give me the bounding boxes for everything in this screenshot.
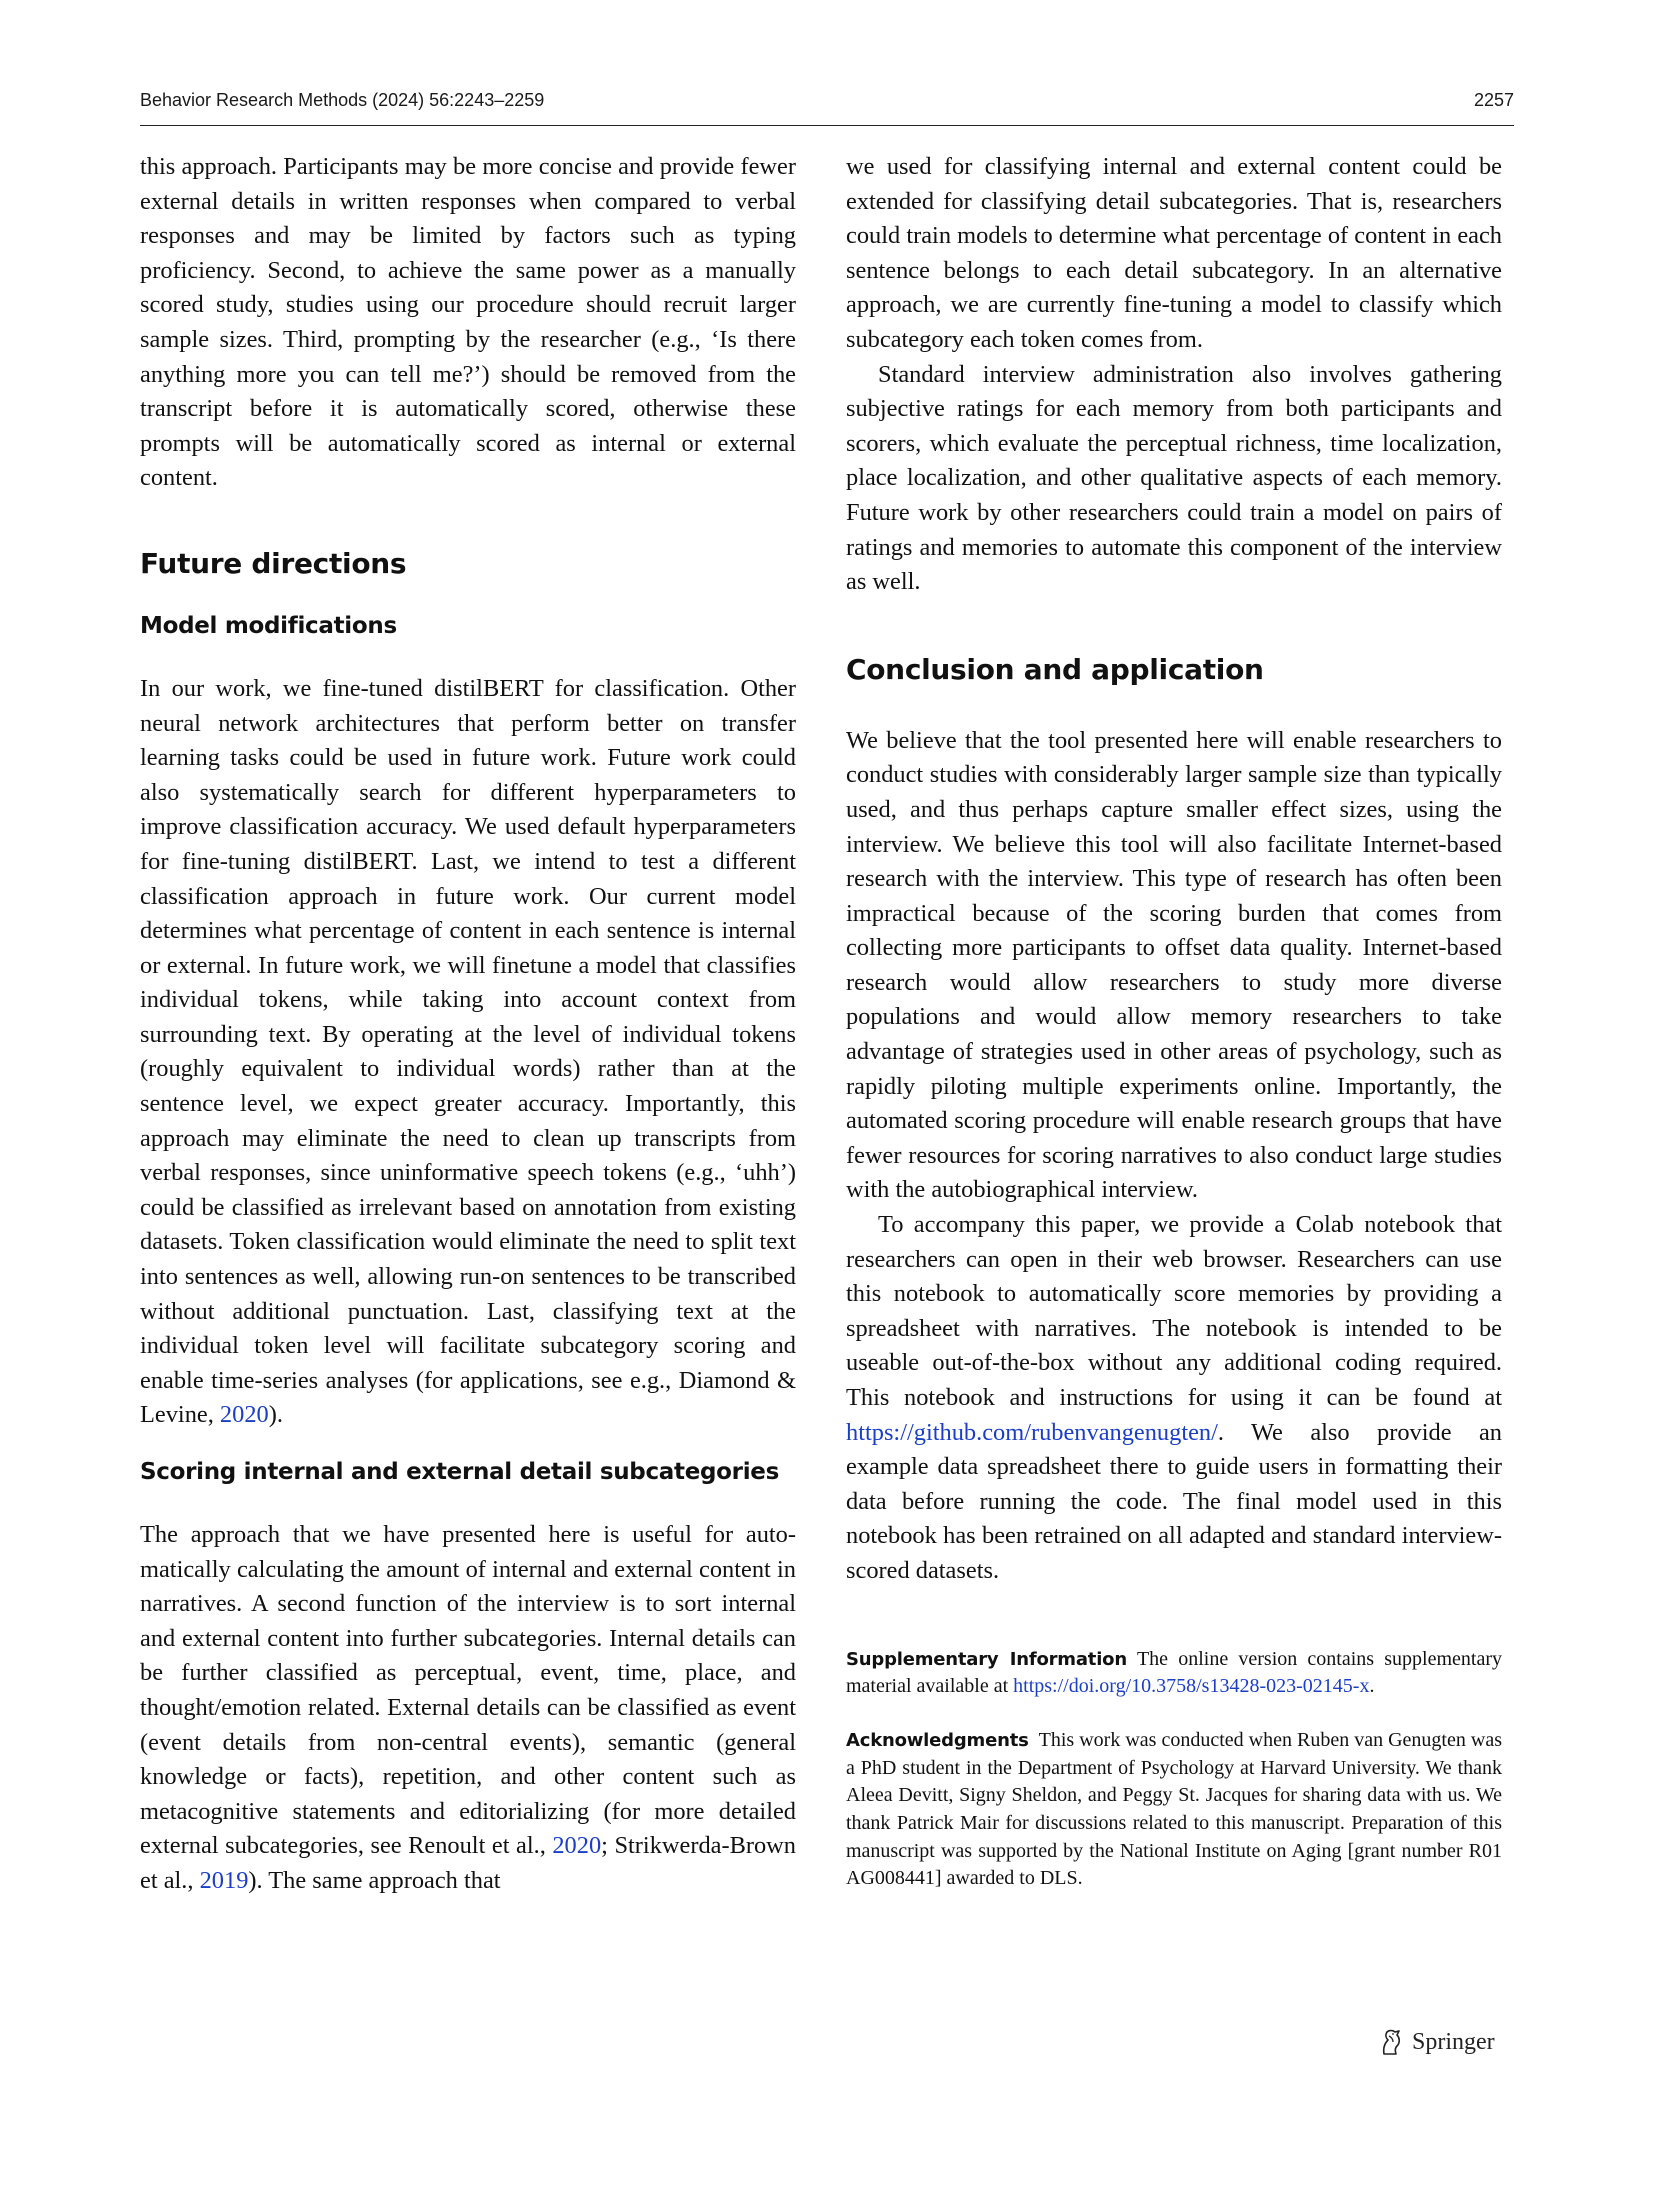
- supplementary-label: Supplementary Information: [846, 1648, 1127, 1670]
- paragraph-colab-notebook: [846, 1208, 1502, 1589]
- journal-citation: Behavior Research Methods (2024) 56:2243–2259: [140, 90, 545, 110]
- supplementary-text-end: .: [1369, 1675, 1375, 1698]
- heading-future-directions: Future directions: [140, 546, 407, 580]
- acknowledgments: [846, 1727, 1502, 1893]
- paragraph-conclusion: We believe that the tool presented here will enable researchers to conduct studies with considerably larger sample size than typically used, and thus perhaps capture smaller effect sizes, using the interview. We believe this tool will also facilitate Internet-based research with the interview. This type of research has often been impractical because of the scoring burden that comes from collecting more participants to offset data quality. Internet-based research would allow researchers to study more diverse populations and would allow memory researchers to take advantage of strategies used in other areas of psychology, such as rapidly piloting multiple experiments online. Importantly, the automated scoring procedure will enable research groups that have fewer resources for scoring narratives to also conduct large studies with the autobiographical interview.: [846, 726, 1502, 1204]
- acknowledgments-text: This work was conducted when Ruben van Genugten was a PhD student in the Department of Psychology at Harvard University. We thank Aleea Devitt, Signy Sheldon, and Peggy St. Jacques for sharing data with us. We thank Patrick Mair for discussions related to this manuscript. Preparation of this manuscript was supported by the National Institute on Aging [grant number R01 AG008441] awarded to DLS.: [846, 1728, 1502, 1890]
- paragraph-subcategory-extension: we used for classifying internal and external content could be extended for classifying detail subcategories. That is, researchers could train models to determine what percentage of content in each sentence belongs to each detail subcategory. In an alternative approach, we are currently fine-tuning a model to classify which subcategory each token comes from.: [846, 153, 1502, 353]
- heading-scoring-subcategories: Scoring internal and external detail subcategories: [140, 1459, 779, 1485]
- acknowledgments-label: Acknowledgments: [846, 1729, 1029, 1751]
- paragraph-scoring-subcategories: [140, 1518, 796, 1899]
- heading-conclusion: Conclusion and application: [846, 652, 1264, 686]
- paragraph-text-end: ). The same approach that: [248, 1866, 501, 1894]
- paragraph-text: The approach that we have presented here is useful for automatically calculating the amount of internal and external content in narratives. A second function of the interview is to sort internal and external content into further subcategories. Internal details can be further classified as perceptual, event, time, place, and thought/emotion related. External details can be classified as event (event details from non-central events), semantic (general knowledge or facts), repetition, and other content such as metacognitive statements and editorializing (for more detailed external subcategories, see Renoult et al.,: [140, 1521, 796, 1860]
- page-number: 2257: [1473, 90, 1514, 110]
- supplementary-text: The online version contains supplementary material available at: [846, 1647, 1502, 1698]
- header-rule: [140, 125, 1514, 126]
- publisher-brand: [1378, 2026, 1514, 2060]
- citation-link[interactable]: 2020: [552, 1832, 602, 1860]
- paragraph-text-end: ).: [268, 1401, 283, 1429]
- heading-model-modifications: Model modifications: [140, 612, 397, 639]
- paragraph-text-mid: ; Strikwerda-Brown et al.,: [140, 1832, 796, 1894]
- citation-link[interactable]: 2019: [199, 1866, 249, 1894]
- paragraph-subjective-ratings: Standard interview administration also involves gathering subjective ratings for each memory from both participants and scorers, which evaluate the perceptual richness, time localization, place localization, and other qualitative aspects of each memory. Future work by other researchers could train a model on pairs of ratings and memories to automate this component of the interview as well.: [846, 360, 1502, 596]
- paragraph-model-modifications: [140, 672, 796, 1433]
- paragraph-limitations: this approach. Participants may be more concise and provide fewer external details in written responses when compared to verbal responses and may be limited by factors such as typing proficiency. Second, to achieve the same power as a manually scored study, studies using our procedure should recruit larger sample sizes. Third, prompting by the researcher (e.g., ‘Is there anything more you can tell me?’) should be removed from the transcript before it is automatically scored, otherwise these prompts will be automatically scored as internal or external content.: [140, 153, 796, 492]
- publisher-name: Springer: [1412, 2029, 1495, 2055]
- paragraph-text: In our work, we fine-tuned distilBERT for classification. Other neural network architectures that perform better on transfer learning tasks could be used in future work. Future work could also systematically search for different hyperparameters to improve classification accuracy. We used default hyperparameters for fine-tuning distilBERT. Last, we intend to test a different classification approach in future work. Our current model determines what percentage of content in each sentence is internal or external. In future work, we will finetune a model that classifies individual tokens, while taking into account context from surrounding text. By operating at the level of individual tokens (roughly equivalent to individual words) rather than at the sentence level, we expect greater accuracy. Importantly, this approach may eliminate the need to clean up transcripts from verbal responses, since uninformative speech tokens (e.g., ‘uhh’) could be classified as irrelevant based on annotation from existing datasets. Token classification would eliminate the need to split text into sentences as well, allowing run-on sentences to be transcribed without additional punctuation. Last, classifying text at the individual token level will facilitate subcategory scoring and enable time-series analyses (for applications, see e.g., Diamond & Levine,: [140, 674, 796, 1429]
- supplementary-information: [846, 1646, 1502, 1701]
- doi-link[interactable]: https://doi.org/10.3758/s13428-023-02145-x: [1013, 1675, 1370, 1698]
- paragraph-text: To accompany this paper, we provide a Colab notebook that researchers can open in their web browser. Researchers can use this notebook to automatically score memories by providing a spreadsheet with narratives. The notebook is intended to be useable out-of-the-box without any additional coding required. This notebook and instructions for using it can be found at: [846, 1211, 1502, 1411]
- running-head: [140, 90, 1514, 114]
- citation-link[interactable]: 2020: [219, 1401, 269, 1429]
- github-link[interactable]: https://github.com/rubenvangenugten/: [846, 1418, 1218, 1446]
- paragraph-text-end: . We also provide an example data spreadsheet there to guide users in formatting their data before running the code. The final model used in this notebook has been retrained on all adapted and standard interview-scored datasets.: [846, 1418, 1502, 1584]
- left-column: [140, 150, 796, 1899]
- right-column: [846, 150, 1502, 1893]
- springer-horse-icon: [1378, 2028, 1404, 2056]
